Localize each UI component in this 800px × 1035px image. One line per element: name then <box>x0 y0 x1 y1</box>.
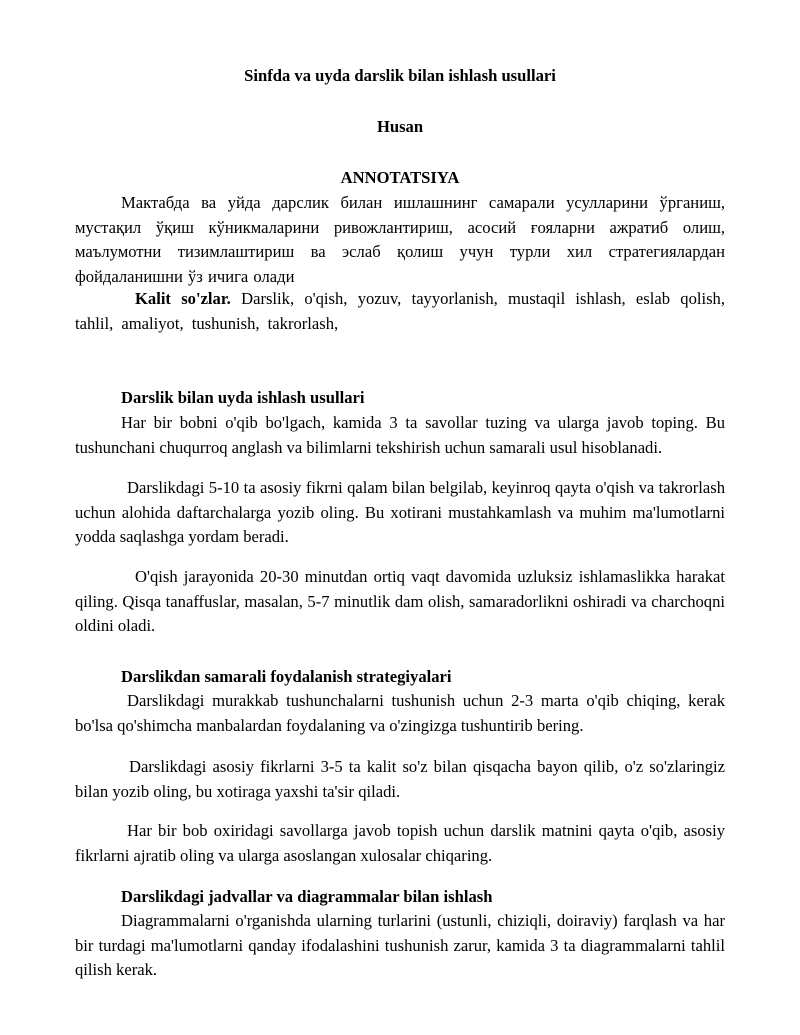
section-2-paragraph-1: Darslikdagi murakkab tushunchalarni tushunish uchun 2-3 marta o'qib chiqing, kerak bo'lsa qo'shimcha manbalardan foydalaning va o'zingizga tushuntirib bering. <box>75 691 725 735</box>
section-2-paragraph-2: Darslikdagi asosiy fikrlarni 3-5 ta kalit so'z bilan qisqacha bayon qilib, o'z so'zlaringiz bilan yozib oling, bu xotiraga yaxshi ta'sir qiladi. <box>75 757 725 801</box>
section-2-paragraph-3: Har bir bob oxiridagi savollarga javob topish uchun darslik matnini qayta o'qib, asosiy fikrlarni ajratib oling va ularga asoslangan xulosalar chiqaring. <box>75 821 725 865</box>
document-title: Sinfda va uyda darslik bilan ishlash usullari <box>244 66 556 85</box>
keywords-text: Darslik, o'qish, yozuv, tayyorlanish, mustaqil ishlash, eslab qolish, tahlil, amaliyot, tushunish, takrorlash, <box>75 289 725 333</box>
annotation-paragraph: Мактабда ва уйда дарслик билан ишлашнинг самарали усулларини ўрганиш, мустақил ўқиш кўникмаларини ривожлантириш, асосий ғояларни ажратиб олиш, маълумотни тизимлаштириш ва эслаб қолиш учун турли хил стратегиялардан фойдаланишни ўз ичига олади <box>75 193 725 286</box>
section-heading-2: Darslikdan samarali foydalanish strategiyalari <box>121 667 452 686</box>
keywords-label: Kalit so'zlar. <box>135 289 231 308</box>
section-1-paragraph-1: Har bir bobni o'qib bo'lgach, kamida 3 ta savollar tuzing va ularga javob toping. Bu tushunchani chuqurroq anglash va bilimlarni tekshirish uchun samarali usul hisoblanadi. <box>75 413 725 457</box>
section-1-paragraph-2: Darslikdagi 5-10 ta asosiy fikrni qalam bilan belgilab, keyinroq qayta o'qish va takrorlash uchun alohida daftarchalarga yozib oling. Bu xotirani mustahkamlash va muhim ma'lumotlarni yodda saqlashga yordam beradi. <box>75 478 725 546</box>
document-author: Husan <box>376 117 424 136</box>
section-heading-3: Darslikdagi jadvallar va diagrammalar bilan ishlash <box>121 887 493 906</box>
annotation-heading: ANNOTATSIYA <box>340 168 460 187</box>
section-heading-1: Darslik bilan uyda ishlash usullari <box>121 388 365 407</box>
section-1-paragraph-3: O'qish jarayonida 20-30 minutdan ortiq vaqt davomida uzluksiz ishlamaslikka harakat qiling. Qisqa tanaffuslar, masalan, 5-7 minutlik dam olish, samaradorlikni oshiradi va charchoqni oldini oladi. <box>75 567 725 635</box>
keywords-paragraph <box>75 287 725 336</box>
section-3-paragraph-1: Diagrammalarni o'rganishda ularning turlarini (ustunli, chiziqli, doiraviy) farqlash va har bir turdagi ma'lumotlarni qanday ifodalashini tushunish zarur, kamida 3 ta diagrammalarni tahlil qilish kerak. <box>75 911 725 979</box>
